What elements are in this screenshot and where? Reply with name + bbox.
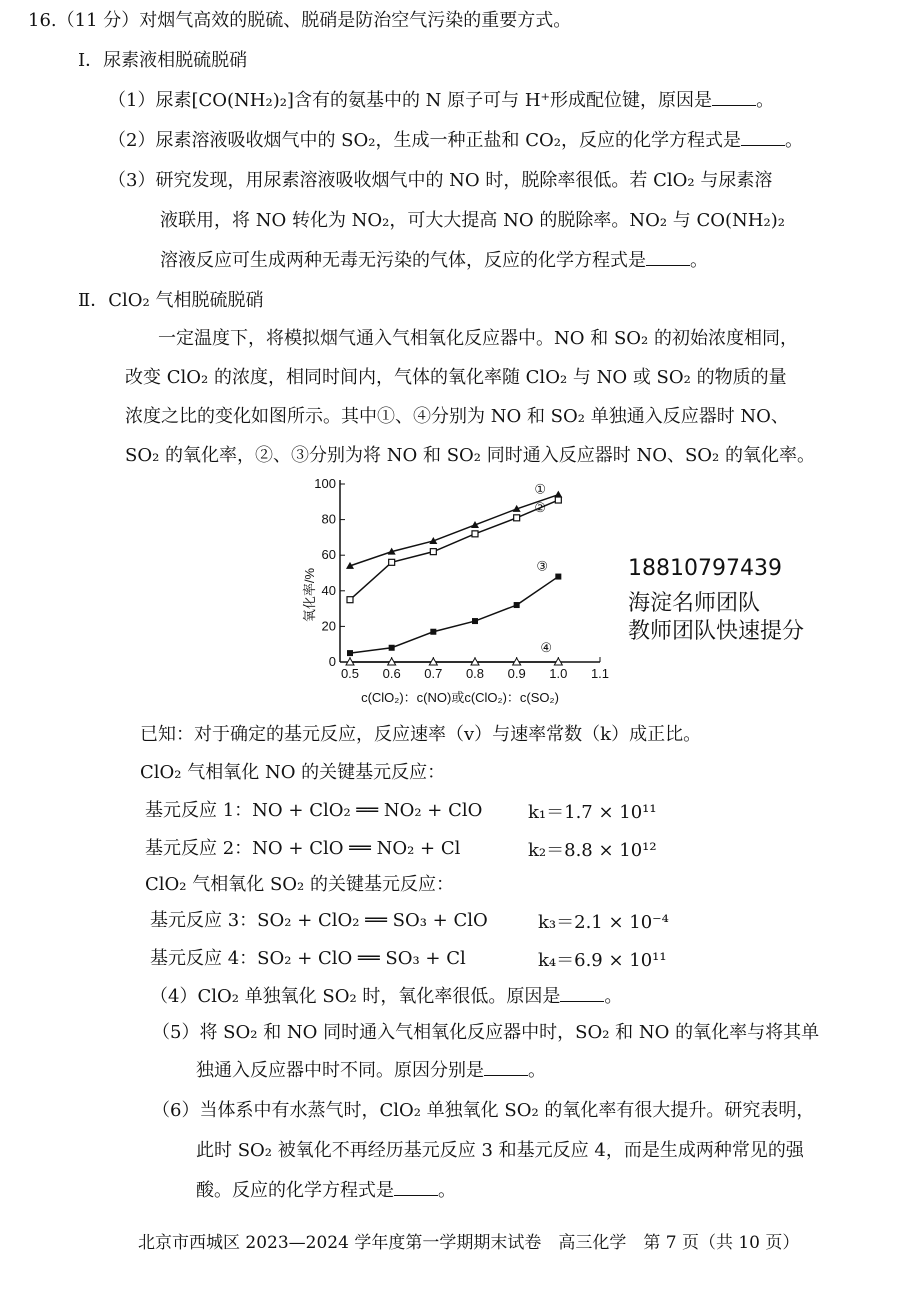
x-tick-label: 0.7: [424, 666, 443, 681]
q3-line2: 液联用，将 NO 转化为 NO₂，可大大提高 NO 的脱除率。NO₂ 与 CO(NH₂)₂: [160, 210, 785, 231]
q5-line2: [196, 1058, 546, 1084]
x-axis-label: c(ClO₂)：c(NO)或c(ClO₂)：c(SO₂): [361, 690, 559, 705]
q2-text: （2）尿素溶液吸收烟气中的 SO₂，生成一种正盐和 CO₂，反应的化学方程式是: [108, 130, 741, 151]
paragraph-line1: 一定温度下，将模拟烟气通入气相氧化反应器中。NO 和 SO₂ 的初始浓度相同，: [158, 328, 798, 349]
data-point: [389, 645, 395, 651]
x-tick-label: 1.0: [549, 666, 568, 681]
data-point: [430, 629, 436, 635]
period: 。: [604, 986, 623, 1007]
series-line: [350, 500, 558, 600]
chart-plot: [346, 482, 562, 665]
rate-constant-1: k₁＝1.7 × 10¹¹: [528, 802, 657, 823]
q3-line1: （3）研究发现，用尿素溶液吸收烟气中的 NO 时，脱除率很低。若 ClO₂ 与尿素溶: [108, 170, 773, 191]
q6-line3: [196, 1178, 456, 1204]
y-tick-label: 0: [328, 654, 336, 669]
reaction-4: 基元反应 4：SO₂ + ClO ══ SO₃ + Cl: [150, 948, 466, 969]
q6-line2: 此时 SO₂ 被氧化不再经历基元反应 3 和基元反应 4，而是生成两种常见的强: [196, 1140, 804, 1161]
reaction-3: 基元反应 3：SO₂ + ClO₂ ══ SO₃ + ClO: [150, 910, 488, 931]
data-point: [472, 618, 478, 624]
no-reactions-title: ClO₂ 气相氧化 NO 的关键基元反应：: [140, 762, 446, 783]
data-point: [514, 602, 520, 608]
q3-line3: [160, 248, 708, 274]
part2-title: Ⅱ．ClO₂ 气相脱硫脱硝: [78, 290, 264, 311]
paragraph-line2: 改变 ClO₂ 的浓度，相同时间内，气体的氧化率随 ClO₂ 与 NO 或 SO₂ 的物质的量: [125, 367, 787, 388]
so2-reactions-title: ClO₂ 气相氧化 SO₂ 的关键基元反应：: [145, 874, 454, 895]
paragraph-line4: SO₂ 的氧化率，②、③分别为将 NO 和 SO₂ 同时通入反应器时 NO、SO₂ 的氧化率。: [125, 445, 815, 466]
oxidation-rate-chart: [300, 470, 620, 710]
y-tick-label: 80: [321, 511, 336, 527]
period: 。: [784, 130, 803, 151]
data-point: [555, 574, 561, 580]
watermark-line3: 教师团队快速提分: [628, 619, 805, 644]
series-line: [350, 495, 558, 566]
watermark-phone: 18810797439: [628, 556, 782, 581]
period: 。: [756, 90, 775, 111]
paragraph-line3: 浓度之比的变化如图所示。其中①、④分别为 NO 和 SO₂ 单独通入反应器时 NO、: [125, 406, 789, 427]
q4-text: （4）ClO₂ 单独氧化 SO₂ 时，氧化率很低。原因是: [150, 986, 561, 1007]
q1-text: （1）尿素[CO(NH₂)₂]含有的氨基中的 N 原子可与 H⁺形成配位键，原因是: [108, 90, 713, 111]
data-point: [347, 650, 353, 656]
y-tick-label: 60: [321, 547, 336, 563]
data-point: [555, 497, 561, 503]
x-tick-label: 0.6: [382, 666, 401, 681]
watermark-line2: 海淀名师团队: [628, 591, 761, 616]
data-point: [514, 515, 520, 521]
x-tick-label: 0.9: [507, 666, 526, 681]
answer-blank[interactable]: [394, 1179, 438, 1196]
reaction-1: 基元反应 1：NO + ClO₂ ══ NO₂ + ClO: [145, 800, 483, 821]
y-axis-label: 氧化率/%: [302, 567, 317, 623]
answer-blank[interactable]: [646, 249, 690, 266]
y-tick-label: 20: [321, 618, 336, 634]
known-statement: 已知：对于确定的基元反应，反应速率（v）与速率常数（k）成正比。: [140, 724, 702, 745]
data-point: [347, 597, 353, 603]
data-point: [389, 559, 395, 565]
rate-constant-2: k₂＝8.8 × 10¹²: [528, 840, 657, 861]
q5-text: 独通入反应器中时不同。原因分别是: [196, 1060, 484, 1081]
chart-axes: [314, 476, 609, 681]
answer-blank[interactable]: [560, 985, 604, 1002]
rate-constant-3: k₃＝2.1 × 10⁻⁴: [538, 912, 669, 933]
q3-text: 溶液反应可生成两种无毒无污染的气体，反应的化学方程式是: [160, 250, 646, 271]
q1: [108, 88, 774, 114]
q5-line1: （5）将 SO₂ 和 NO 同时通入气相氧化反应器中时，SO₂ 和 NO 的氧化率与将其单: [152, 1022, 820, 1043]
part1-title: Ⅰ．尿素液相脱硫脱硝: [78, 50, 248, 71]
answer-blank[interactable]: [484, 1059, 528, 1076]
data-point: [472, 531, 478, 537]
period: 。: [528, 1060, 546, 1081]
q6-text: 酸。反应的化学方程式是: [196, 1180, 394, 1201]
series-line: [350, 577, 558, 654]
y-tick-label: 100: [314, 476, 336, 491]
answer-blank[interactable]: [741, 129, 785, 146]
x-tick-label: 1.1: [590, 666, 610, 681]
period: 。: [690, 250, 708, 271]
rate-constant-4: k₄＝6.9 × 10¹¹: [538, 950, 667, 971]
series-label: ③: [536, 558, 548, 574]
series-label: ①: [534, 481, 546, 497]
y-tick-label: 40: [321, 582, 336, 598]
q2: [108, 128, 803, 154]
q4: [150, 984, 622, 1010]
answer-blank[interactable]: [712, 89, 756, 106]
series-label: ④: [540, 640, 552, 655]
q6-line1: （6）当体系中有水蒸气时，ClO₂ 单独氧化 SO₂ 的氧化率有很大提升。研究表明，: [152, 1100, 815, 1121]
series-label: ②: [534, 500, 546, 516]
x-tick-label: 0.8: [465, 666, 485, 681]
reaction-2: 基元反应 2：NO + ClO ══ NO₂ + Cl: [145, 838, 461, 859]
period: 。: [438, 1180, 456, 1201]
data-point: [430, 549, 436, 555]
x-tick-label: 0.5: [340, 666, 360, 681]
page-footer: 北京市西城区 2023—2024 学年度第一学期期末试卷 高三化学 第 7 页（共 10 页）: [138, 1233, 800, 1253]
question-header: 16.（11 分）对烟气高效的脱硫、脱硝是防治空气污染的重要方式。: [28, 10, 572, 31]
